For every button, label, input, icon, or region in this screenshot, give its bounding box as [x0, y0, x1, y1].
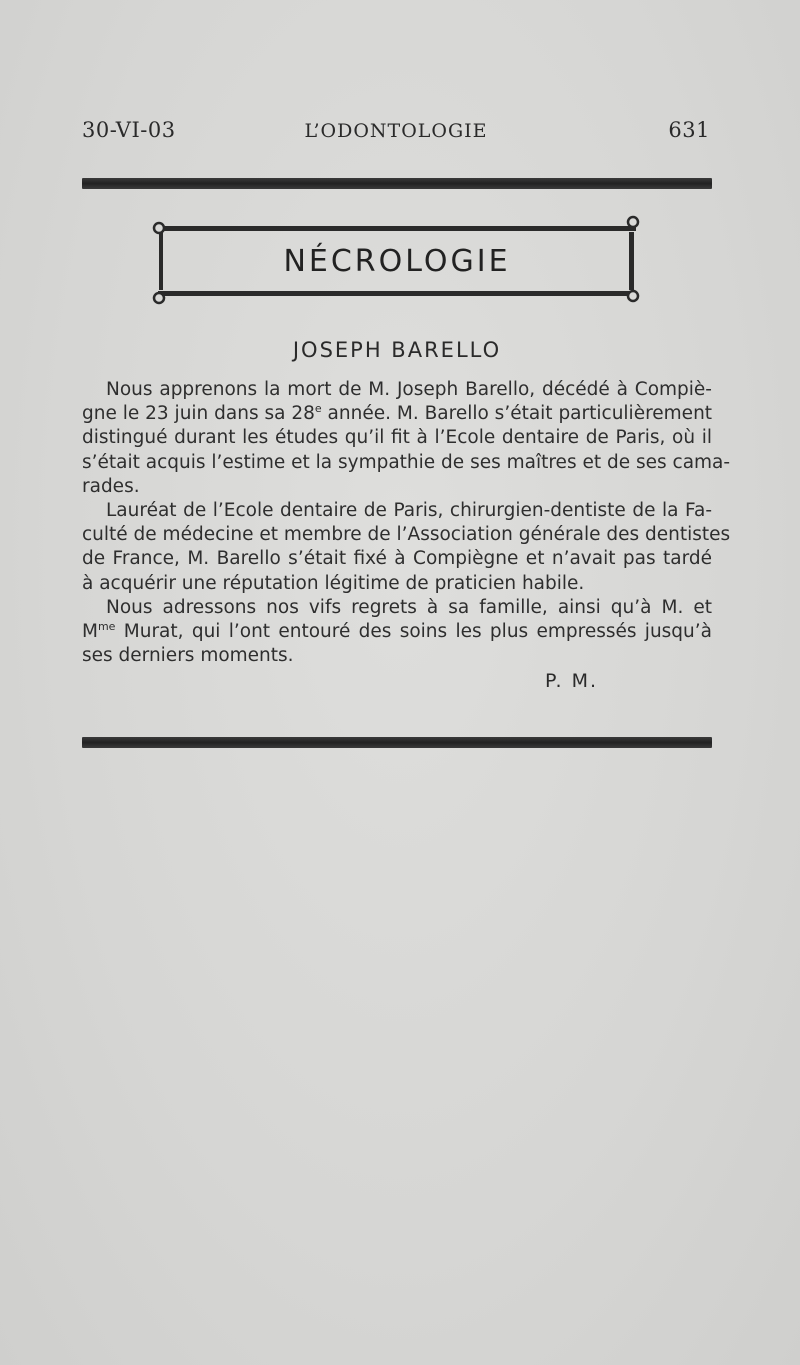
- bottom-rule: [82, 737, 712, 748]
- top-rule: [82, 178, 712, 189]
- line-2-start: gne le 23 juin dans sa 28: [82, 403, 315, 425]
- line-2-end: année. M. Barello s’était particulièrement: [321, 403, 713, 425]
- page-number: 631: [668, 118, 710, 142]
- paragraph-2-line-4: à acquérir une réputation légitime de praticien habile.: [82, 572, 585, 594]
- paragraph-2-line-2: culté de médecine et membre de l’Association générale des dentistes: [82, 524, 731, 546]
- article-title: JOSEPH BARELLO: [292, 338, 502, 362]
- section-title: NÉCROLOGIE: [283, 244, 511, 279]
- mme-prefix: M: [82, 620, 98, 642]
- paragraph-1-line-1: Nous apprenons la mort de M. Joseph Barello, décédé à Compiè-: [106, 379, 712, 400]
- superscript-e: e: [314, 402, 322, 416]
- paragraph-3-line-1: Nous adressons nos vifs regrets à sa famille, ainsi qu’à M. et: [106, 596, 712, 618]
- paragraph-3-line-3: ses derniers moments.: [82, 645, 294, 667]
- superscript-me: me: [97, 619, 116, 633]
- issue-date: 30-VI-03: [82, 118, 176, 142]
- paragraph-3-line-2: [82, 620, 712, 644]
- paragraph-2-line-1: Lauréat de l’Ecole dentaire de Paris, chirurgien-dentiste de la Fa-: [106, 499, 712, 521]
- paragraph-1-line-3: distingué durant les études qu’il fit à l’Ecole dentaire de Paris, où il: [82, 427, 712, 449]
- journal-name: L’ODONTOLOGIE: [304, 120, 488, 142]
- paragraph-1-line-4: s’était acquis l’estime et la sympathie de ses maîtres et de ses cama-: [82, 451, 731, 473]
- section-frame: [150, 212, 644, 306]
- signature: P. M.: [545, 670, 599, 692]
- paragraph-1-line-5: rades.: [82, 475, 140, 497]
- paragraph-2-line-3: de France, M. Barello s’était fixé à Compiègne et n’avait pas tardé: [82, 548, 712, 570]
- article-body: [82, 378, 731, 668]
- line-2-rest: Murat, qui l’ont entouré des soins les plus empressés jusqu’à: [115, 620, 712, 642]
- running-head: [82, 118, 710, 148]
- paragraph-1-line-2: [82, 402, 712, 426]
